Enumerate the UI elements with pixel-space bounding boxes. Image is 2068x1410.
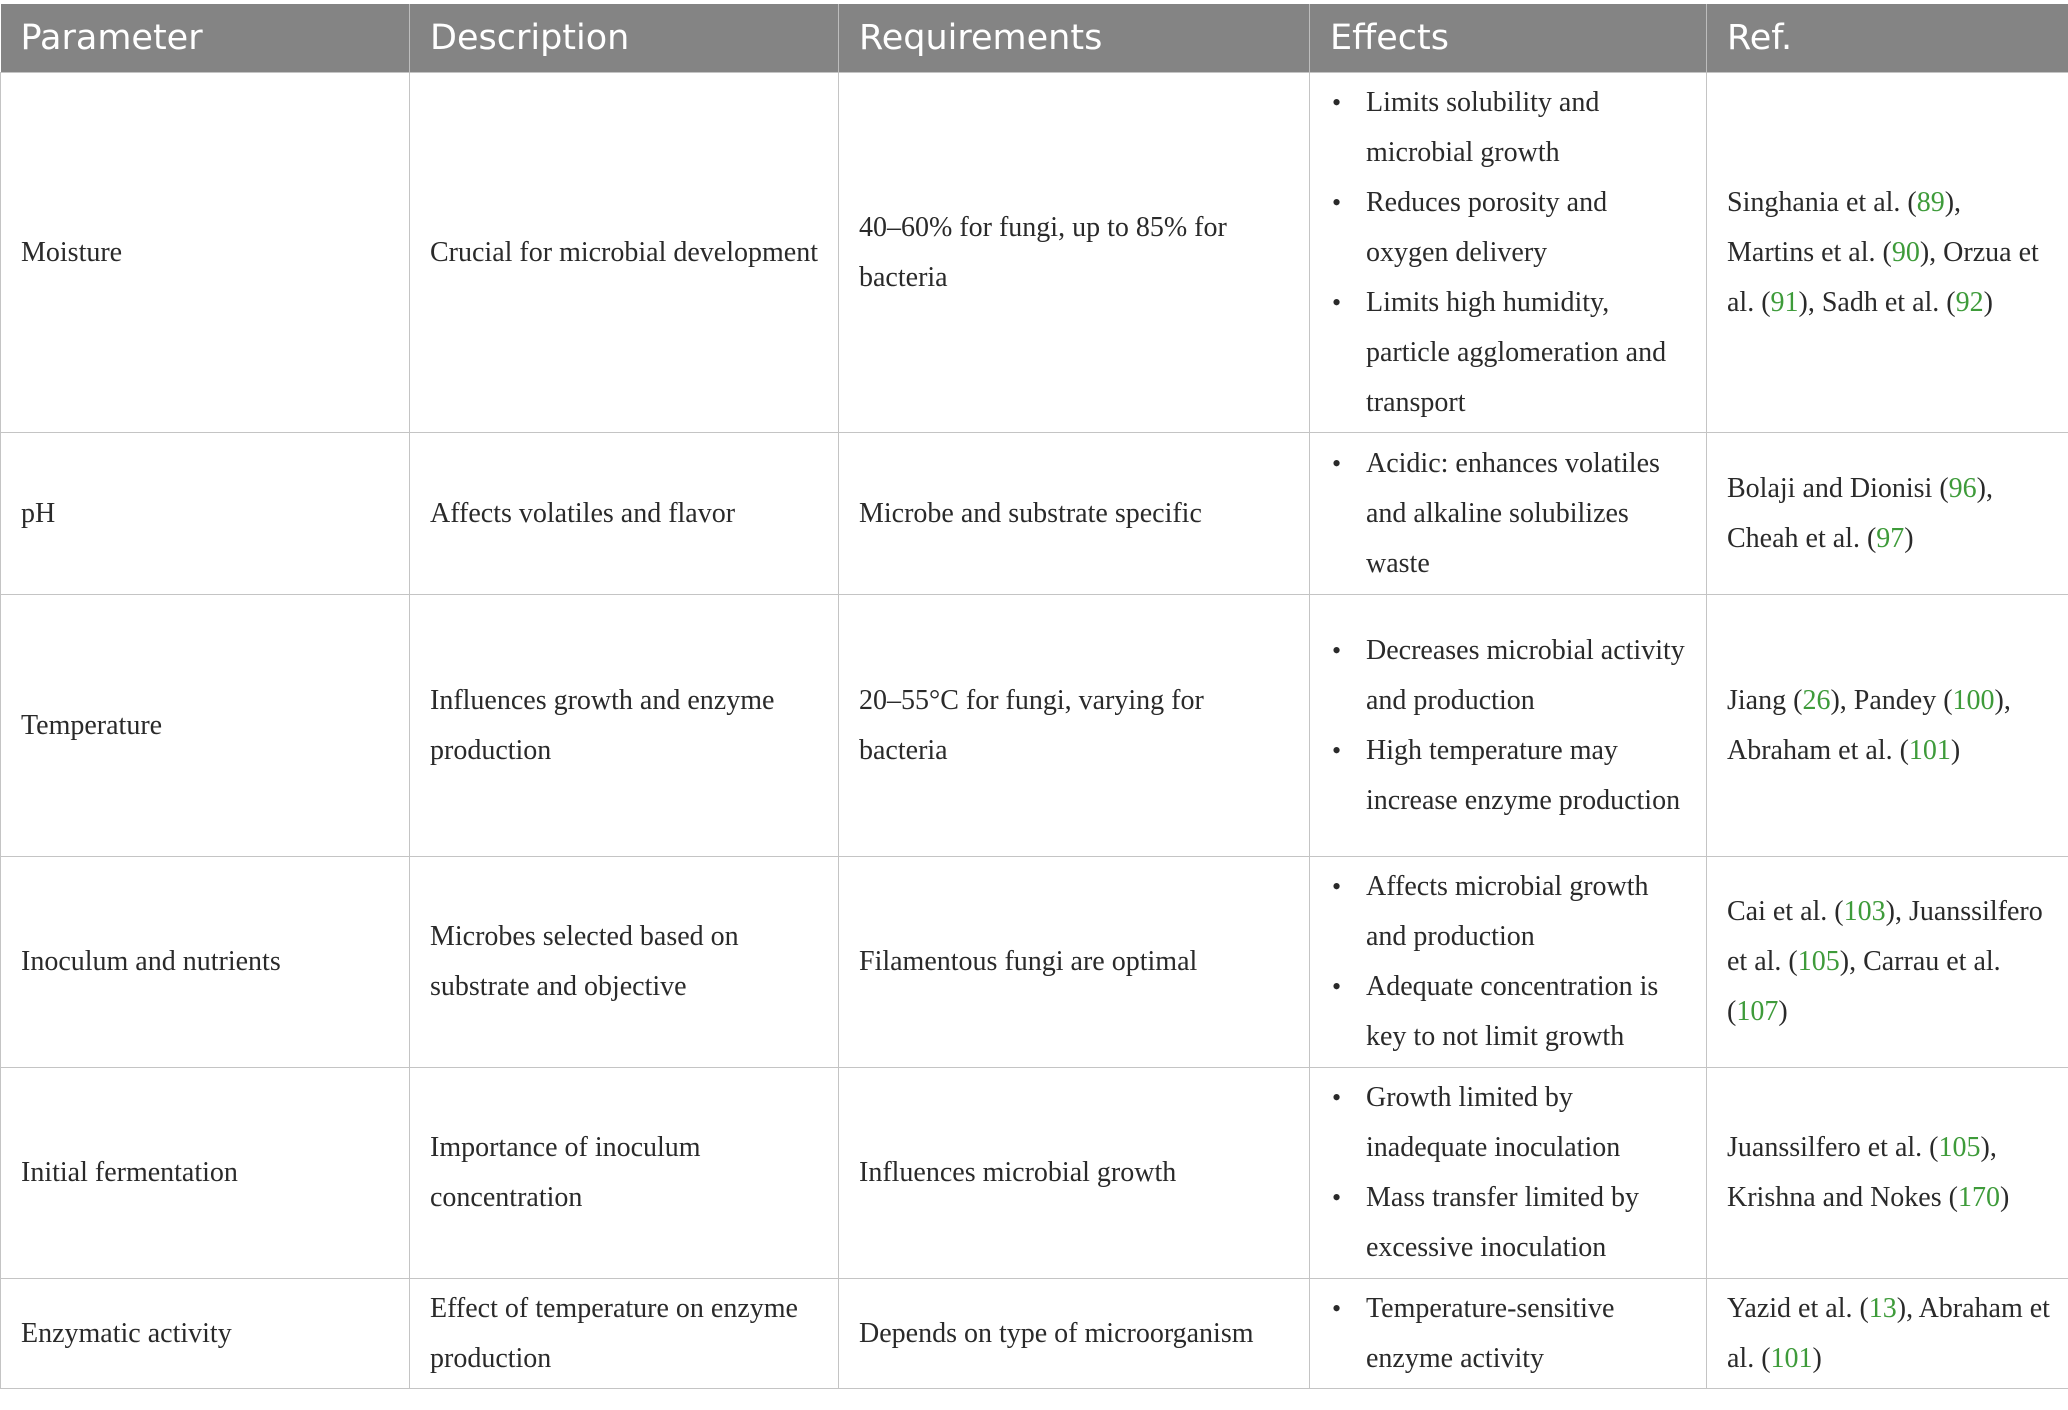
citation-link[interactable]: 96 (1948, 472, 1977, 504)
header-parameter: Parameter (1, 4, 410, 73)
header-description: Description (410, 4, 839, 73)
ref-text: ), Krishna and Nokes ( (1727, 1132, 1997, 1213)
cell-requirements: 20–55°C for fungi, varying for bacteria (839, 595, 1310, 857)
ref-text: ), Martins et al. ( (1727, 186, 1962, 268)
ref-text: ) (1950, 734, 1961, 766)
citation-link[interactable]: 90 (1891, 236, 1920, 268)
effects-list-item: • Adequate concentration is key to not limit growth (1330, 962, 1690, 1062)
ref-text: Singhania et al. ( (1727, 186, 1917, 218)
table-row (1, 595, 2068, 857)
effects-list (1330, 439, 1690, 589)
effects-list-item: • Limits high humidity, particle agglomeration and transport (1330, 278, 1690, 428)
citation-link[interactable]: 92 (1955, 286, 1984, 318)
table-row (1, 73, 2068, 433)
cell-parameter: Initial fermentation (1, 1068, 410, 1279)
cell-effects (1310, 595, 1707, 857)
citation-link[interactable]: 107 (1736, 996, 1779, 1027)
effects-list-item: • Affects microbial growth and production (1330, 862, 1690, 962)
cell-effects (1310, 1279, 1707, 1389)
ref-text: ), Pandey ( (1830, 684, 1953, 716)
ref-text: ) (1812, 1342, 1822, 1374)
citation-link[interactable]: 13 (1868, 1292, 1897, 1324)
effects-list-item: • Temperature-sensitive enzyme activity (1330, 1284, 1690, 1384)
table-row (1, 1068, 2068, 1279)
ref-text: Cai et al. ( (1727, 896, 1844, 927)
cell-requirements: Influences microbial growth (839, 1068, 1310, 1279)
cell-parameter: Enzymatic activity (1, 1279, 410, 1389)
ref-text: ), Carrau et al. ( (1727, 946, 2001, 1027)
cell-description: Effect of temperature on enzyme production (410, 1279, 839, 1389)
citation-link[interactable]: 105 (1938, 1132, 1981, 1163)
cell-requirements: Microbe and substrate specific (839, 433, 1310, 595)
cell-requirements: 40–60% for fungi, up to 85% for bacteria (839, 73, 1310, 433)
effects-list (1330, 862, 1690, 1062)
effects-list-item: • Mass transfer limited by excessive inoculation (1330, 1173, 1690, 1273)
ref-text: ) (1983, 286, 1993, 318)
citation-link[interactable]: 101 (1908, 734, 1951, 766)
cell-description: Microbes selected based on substrate and objective (410, 857, 839, 1068)
ref-text: Yazid et al. ( (1727, 1292, 1869, 1324)
cell-description: Influences growth and enzyme production (410, 595, 839, 857)
ref-text: ), Orzua et al. ( (1727, 236, 2039, 318)
ref-text: ), Sadh et al. ( (1798, 286, 1956, 318)
ref-text: ), Abraham et al. ( (1727, 1292, 2050, 1374)
cell-ref (1707, 1279, 2068, 1389)
table-row (1, 1279, 2068, 1389)
header-effects: Effects (1310, 4, 1707, 73)
citation-link[interactable]: 105 (1797, 946, 1840, 977)
ref-text: Jiang ( (1727, 684, 1803, 716)
cell-parameter: Moisture (1, 73, 410, 433)
effects-list-item: • Decreases microbial activity and production (1330, 626, 1690, 726)
cell-effects (1310, 433, 1707, 595)
citation-link[interactable]: 170 (1957, 1182, 2000, 1213)
ref-text: Bolaji and Dionisi ( (1727, 472, 1949, 504)
ref-text: Juanssilfero et al. ( (1727, 1132, 1939, 1163)
cell-parameter: pH (1, 433, 410, 595)
header-requirements: Requirements (839, 4, 1310, 73)
ref-text: ) (1999, 1182, 2010, 1213)
citation-link[interactable]: 97 (1876, 522, 1905, 554)
cell-requirements: Depends on type of microorganism (839, 1279, 1310, 1389)
effects-list-item: • Growth limited by inadequate inoculation (1330, 1073, 1690, 1173)
cell-effects (1310, 73, 1707, 433)
effects-list (1330, 1073, 1690, 1273)
effects-list-item: • Acidic: enhances volatiles and alkaline solubilizes waste (1330, 439, 1690, 589)
effects-list-item: • High temperature may increase enzyme production (1330, 726, 1690, 826)
cell-ref (1707, 595, 2068, 857)
ref-text: ), Cheah et al. ( (1727, 472, 1993, 554)
parameters-table (0, 4, 2068, 1389)
cell-parameter: Temperature (1, 595, 410, 857)
effects-list (1330, 78, 1690, 428)
cell-effects (1310, 857, 1707, 1068)
citation-link[interactable]: 101 (1770, 1342, 1813, 1374)
table-row (1, 857, 2068, 1068)
effects-list (1330, 1284, 1690, 1384)
citation-link[interactable]: 103 (1843, 896, 1886, 927)
citation-link[interactable]: 26 (1802, 684, 1831, 716)
ref-text: ), Abraham et al. ( (1727, 684, 2011, 766)
cell-ref (1707, 857, 2068, 1068)
cell-ref (1707, 73, 2068, 433)
citation-link[interactable]: 89 (1916, 186, 1945, 218)
header-row (1, 4, 2068, 73)
effects-list-item: • Reduces porosity and oxygen delivery (1330, 178, 1690, 278)
citation-link[interactable]: 100 (1952, 684, 1995, 716)
cell-requirements: Filamentous fungi are optimal (839, 857, 1310, 1068)
cell-parameter: Inoculum and nutrients (1, 857, 410, 1068)
header-ref: Ref. (1707, 4, 2068, 73)
cell-ref (1707, 1068, 2068, 1279)
cell-description: Affects volatiles and flavor (410, 433, 839, 595)
effects-list (1330, 626, 1690, 826)
table-body (1, 73, 2068, 1389)
cell-effects (1310, 1068, 1707, 1279)
cell-description: Crucial for microbial development (410, 73, 839, 433)
ref-text: ), Juanssilfero et al. ( (1727, 896, 2043, 977)
table-row (1, 433, 2068, 595)
effects-list-item: • Limits solubility and microbial growth (1330, 78, 1690, 178)
cell-description: Importance of inoculum concentration (410, 1068, 839, 1279)
ref-text: ) (1904, 522, 1914, 554)
citation-link[interactable]: 91 (1770, 286, 1799, 318)
ref-text: ) (1778, 996, 1788, 1027)
cell-ref (1707, 433, 2068, 595)
